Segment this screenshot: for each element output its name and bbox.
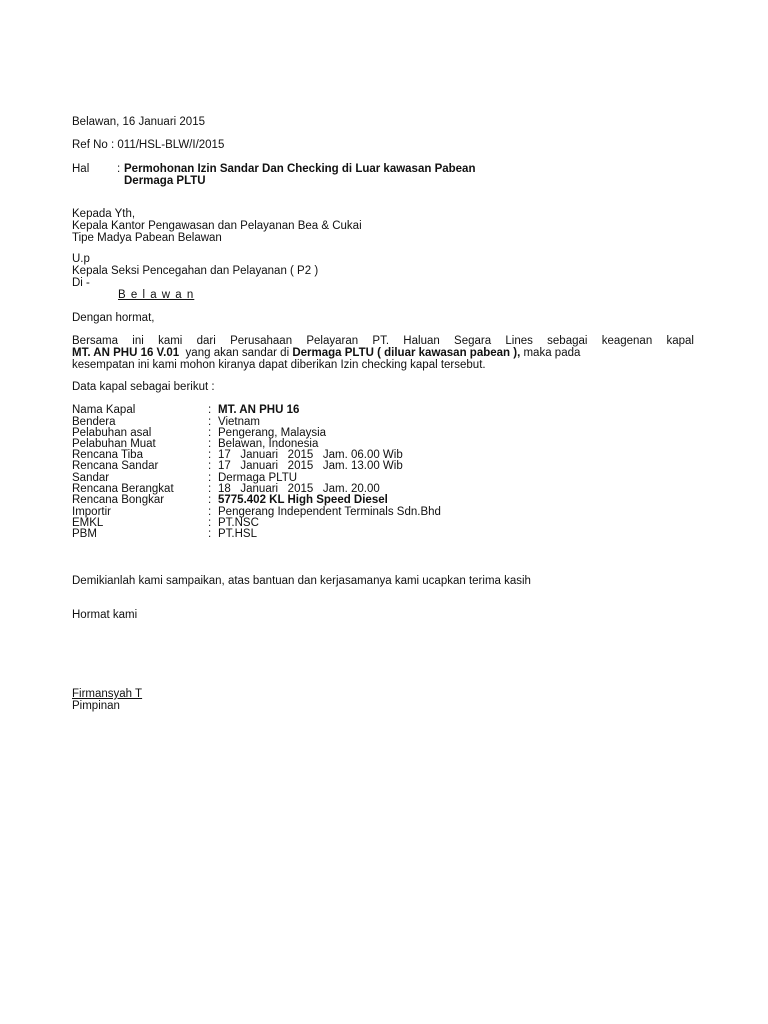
attention-line-2: Kepala Seksi Pencegahan dan Pelayanan ( P2 ) xyxy=(72,265,319,277)
ship-data-label: Rencana Berangkat xyxy=(72,483,174,495)
ship-data-value: MT. AN PHU 16 xyxy=(218,404,300,416)
ship-data-value: 18 Januari 2015 Jam. 20.00 xyxy=(218,483,380,495)
ship-data-colon: : xyxy=(208,494,212,506)
regards: Hormat kami xyxy=(72,609,138,621)
ship-data-label: Rencana Sandar xyxy=(72,460,159,472)
data-intro: Data kapal sebagai berikut : xyxy=(72,381,215,393)
ship-data-label: Pelabuhan asal xyxy=(72,427,152,439)
signatory-title: Pimpinan xyxy=(72,700,120,712)
recipient-line-1: Kepada Yth, xyxy=(72,208,136,220)
ship-data-value: Dermaga PLTU xyxy=(218,472,298,484)
ship-data-value: PT.HSL xyxy=(218,528,257,540)
ship-data-value: Pengerang Independent Terminals Sdn.Bhd xyxy=(218,506,441,518)
subject-colon: : xyxy=(117,163,121,175)
ship-data-label: Rencana Tiba xyxy=(72,449,143,461)
ship-data-label: Sandar xyxy=(72,472,110,484)
ship-data-colon: : xyxy=(208,460,212,472)
ship-data-value: Vietnam xyxy=(218,416,260,428)
ship-data-value: 17 Januari 2015 Jam. 13.00 Wib xyxy=(218,460,403,472)
ship-data-label: Rencana Bongkar xyxy=(72,494,165,506)
reference-number: Ref No : 011/HSL-BLW/I/2015 xyxy=(72,139,225,151)
greeting: Dengan hormat, xyxy=(72,312,155,324)
ship-data-label: Bendera xyxy=(72,416,116,428)
ship-voyage-name: MT. AN PHU 16 V.01 xyxy=(72,347,180,359)
signatory-name: Firmansyah T xyxy=(72,688,143,700)
ship-data-value: PT.NSC xyxy=(218,517,259,529)
ship-data-colon: : xyxy=(208,506,212,518)
ship-data-label: Pelabuhan Muat xyxy=(72,438,156,450)
date-line: Belawan, 16 Januari 2015 xyxy=(72,116,205,128)
body-line-3: kesempatan ini kami mohon kiranya dapat diberikan Izin checking kapal tersebut. xyxy=(72,359,486,371)
ship-data-colon: : xyxy=(208,404,212,416)
ship-data-colon: : xyxy=(208,438,212,450)
ship-data-colon: : xyxy=(208,427,212,439)
subject-line-2: Dermaga PLTU xyxy=(124,175,206,187)
ship-data-colon: : xyxy=(208,472,212,484)
subject-label: Hal xyxy=(72,163,90,175)
recipient-line-2: Kepala Kantor Pengawasan dan Pelayanan Bea & Cukai xyxy=(72,220,362,232)
ship-data-value: 17 Januari 2015 Jam. 06.00 Wib xyxy=(218,449,403,461)
ship-data-label: Importir xyxy=(72,506,111,518)
subject-line-1: Permohonan Izin Sandar Dan Checking di Luar kawasan Pabean xyxy=(124,163,476,175)
ship-data-label: Nama Kapal xyxy=(72,404,136,416)
ship-data-colon: : xyxy=(208,483,212,495)
ship-data-value: Pengerang, Malaysia xyxy=(218,427,327,439)
ship-data-label: PBM xyxy=(72,528,97,540)
body-line-1: Bersama ini kami dari Perusahaan Pelayaran PT. Haluan Segara Lines sebagai keagenan kapal xyxy=(72,335,694,347)
ship-data-value: Belawan, Indonesia xyxy=(218,438,319,450)
berth-location: Dermaga PLTU ( diluar kawasan pabean ), xyxy=(292,347,521,359)
closing-statement: Demikianlah kami sampaikan, atas bantuan dan kerjasamanya kami ucapkan terima kasih xyxy=(72,575,531,587)
body-line-2-end: maka pada xyxy=(520,347,581,359)
destination-place: B e l a w a n xyxy=(118,289,195,301)
attention-line-1: U.p xyxy=(72,253,90,265)
ship-data-label: EMKL xyxy=(72,517,104,529)
ship-data-colon: : xyxy=(208,449,212,461)
ship-data-colon: : xyxy=(208,517,212,529)
recipient-line-3: Tipe Madya Pabean Belawan xyxy=(72,232,222,244)
ship-data-colon: : xyxy=(208,528,212,540)
body-line-2-mid: yang akan sandar di xyxy=(179,347,293,359)
attention-line-3: Di - xyxy=(72,277,90,289)
ship-data-value: 5775.402 KL High Speed Diesel xyxy=(218,494,388,506)
ship-data-colon: : xyxy=(208,416,212,428)
